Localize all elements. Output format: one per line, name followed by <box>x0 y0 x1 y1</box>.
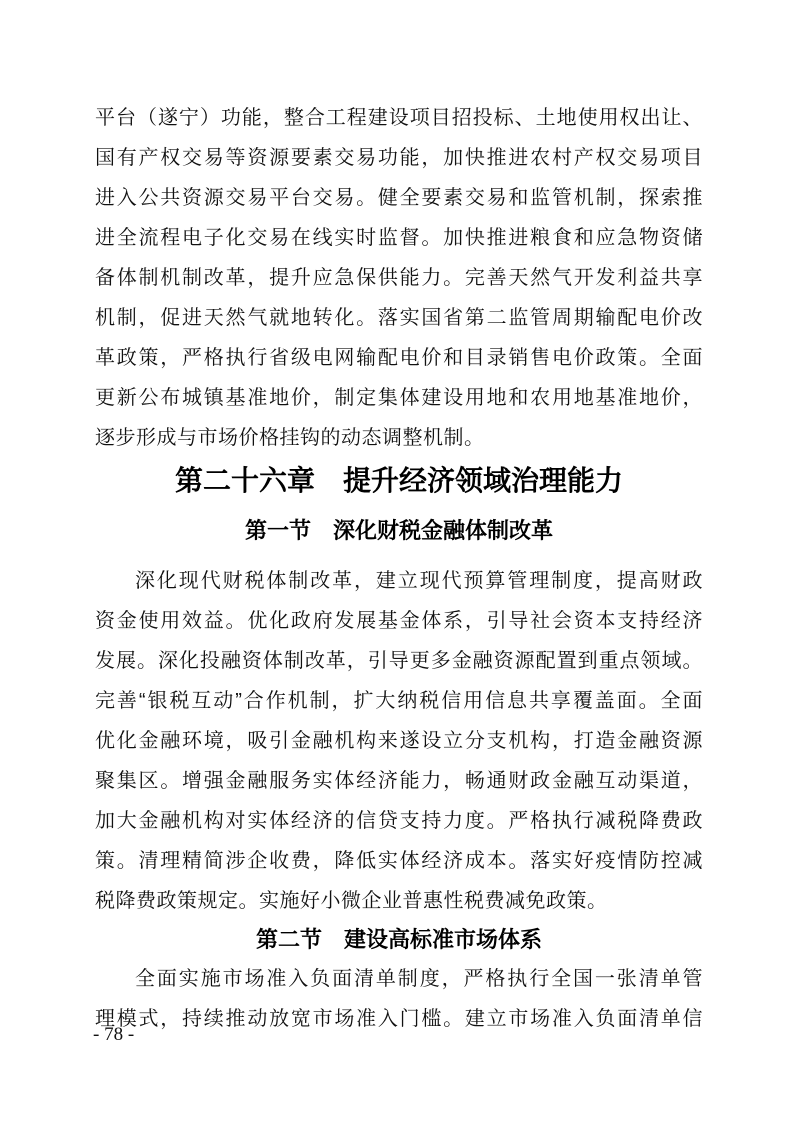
paragraph-line: 更新公布城镇基准地价，制定集体建设用地和农用地基准地价， <box>95 387 703 409</box>
paragraph-line: 聚集区。增强金融服务实体经济能力，畅通财政金融互动渠道， <box>95 770 703 792</box>
paragraph-line: 备体制机制改革，提升应急保供能力。完善天然气开发利益共享 <box>95 267 703 289</box>
paragraph-line: 优化金融环境，吸引金融机构来遂设立分支机构，打造金融资源 <box>95 730 703 752</box>
paragraph-line: 机制，促进天然气就地转化。落实国省第二监管周期输配电价改 <box>95 307 703 329</box>
paragraph-line: 革政策，严格执行省级电网输配电价和目录销售电价政策。全面 <box>95 347 703 369</box>
body-paragraph-section2 <box>95 959 703 1039</box>
paragraph-line: 完善“银税互动”合作机制，扩大纳税信用信息共享覆盖面。全面 <box>95 690 703 712</box>
text-block <box>95 98 703 1039</box>
paragraph-line: 理模式，持续推动放宽市场准入门槛。建立市场准入负面清单信 <box>95 1008 703 1030</box>
section-heading-1: 第一节 深化财税金融体制改革 <box>244 518 553 543</box>
section-heading-2: 第二节 建设高标准市场体系 <box>255 927 542 952</box>
paragraph-line: 进全流程电子化交易在线实时监督。加快推进粮食和应急物资储 <box>95 227 703 249</box>
body-paragraph-section1 <box>95 561 703 921</box>
paragraph-line: 进入公共资源交易平台交易。健全要素交易和监管机制，探索推 <box>95 187 703 209</box>
paragraph-line: 全面实施市场准入负面清单制度，严格执行全国一张清单管 <box>135 968 703 990</box>
paragraph-line: 平台（遂宁）功能，整合工程建设项目招投标、土地使用权出让、 <box>95 107 703 129</box>
paragraph-line: 加大金融机构对实体经济的信贷支持力度。严格执行减税降费政 <box>95 810 703 832</box>
paragraph-line: 资金使用效益。优化政府发展基金体系，引导社会资本支持经济 <box>95 610 703 632</box>
paragraph-line: 税降费政策规定。实施好小微企业普惠性税费减免政策。 <box>95 890 608 912</box>
paragraph-line: 逐步形成与市场价格挂钩的动态调整机制。 <box>95 427 485 449</box>
paragraph-line: 发展。深化投融资体制改革，引导更多金融资源配置到重点领域。 <box>95 650 703 672</box>
paragraph-line: 策。清理精简涉企收费，降低实体经济成本。落实好疫情防控减 <box>95 850 703 872</box>
paragraph-line: 国有产权交易等资源要素交易功能，加快推进农村产权交易项目 <box>95 147 703 169</box>
page-number: - 78 - <box>93 1024 135 1045</box>
chapter-heading: 第二十六章 提升经济领域治理能力 <box>174 465 623 496</box>
paragraph-line: 深化现代财税体制改革，建立现代预算管理制度，提高财政 <box>135 570 703 592</box>
body-paragraph-continuation <box>95 98 703 458</box>
